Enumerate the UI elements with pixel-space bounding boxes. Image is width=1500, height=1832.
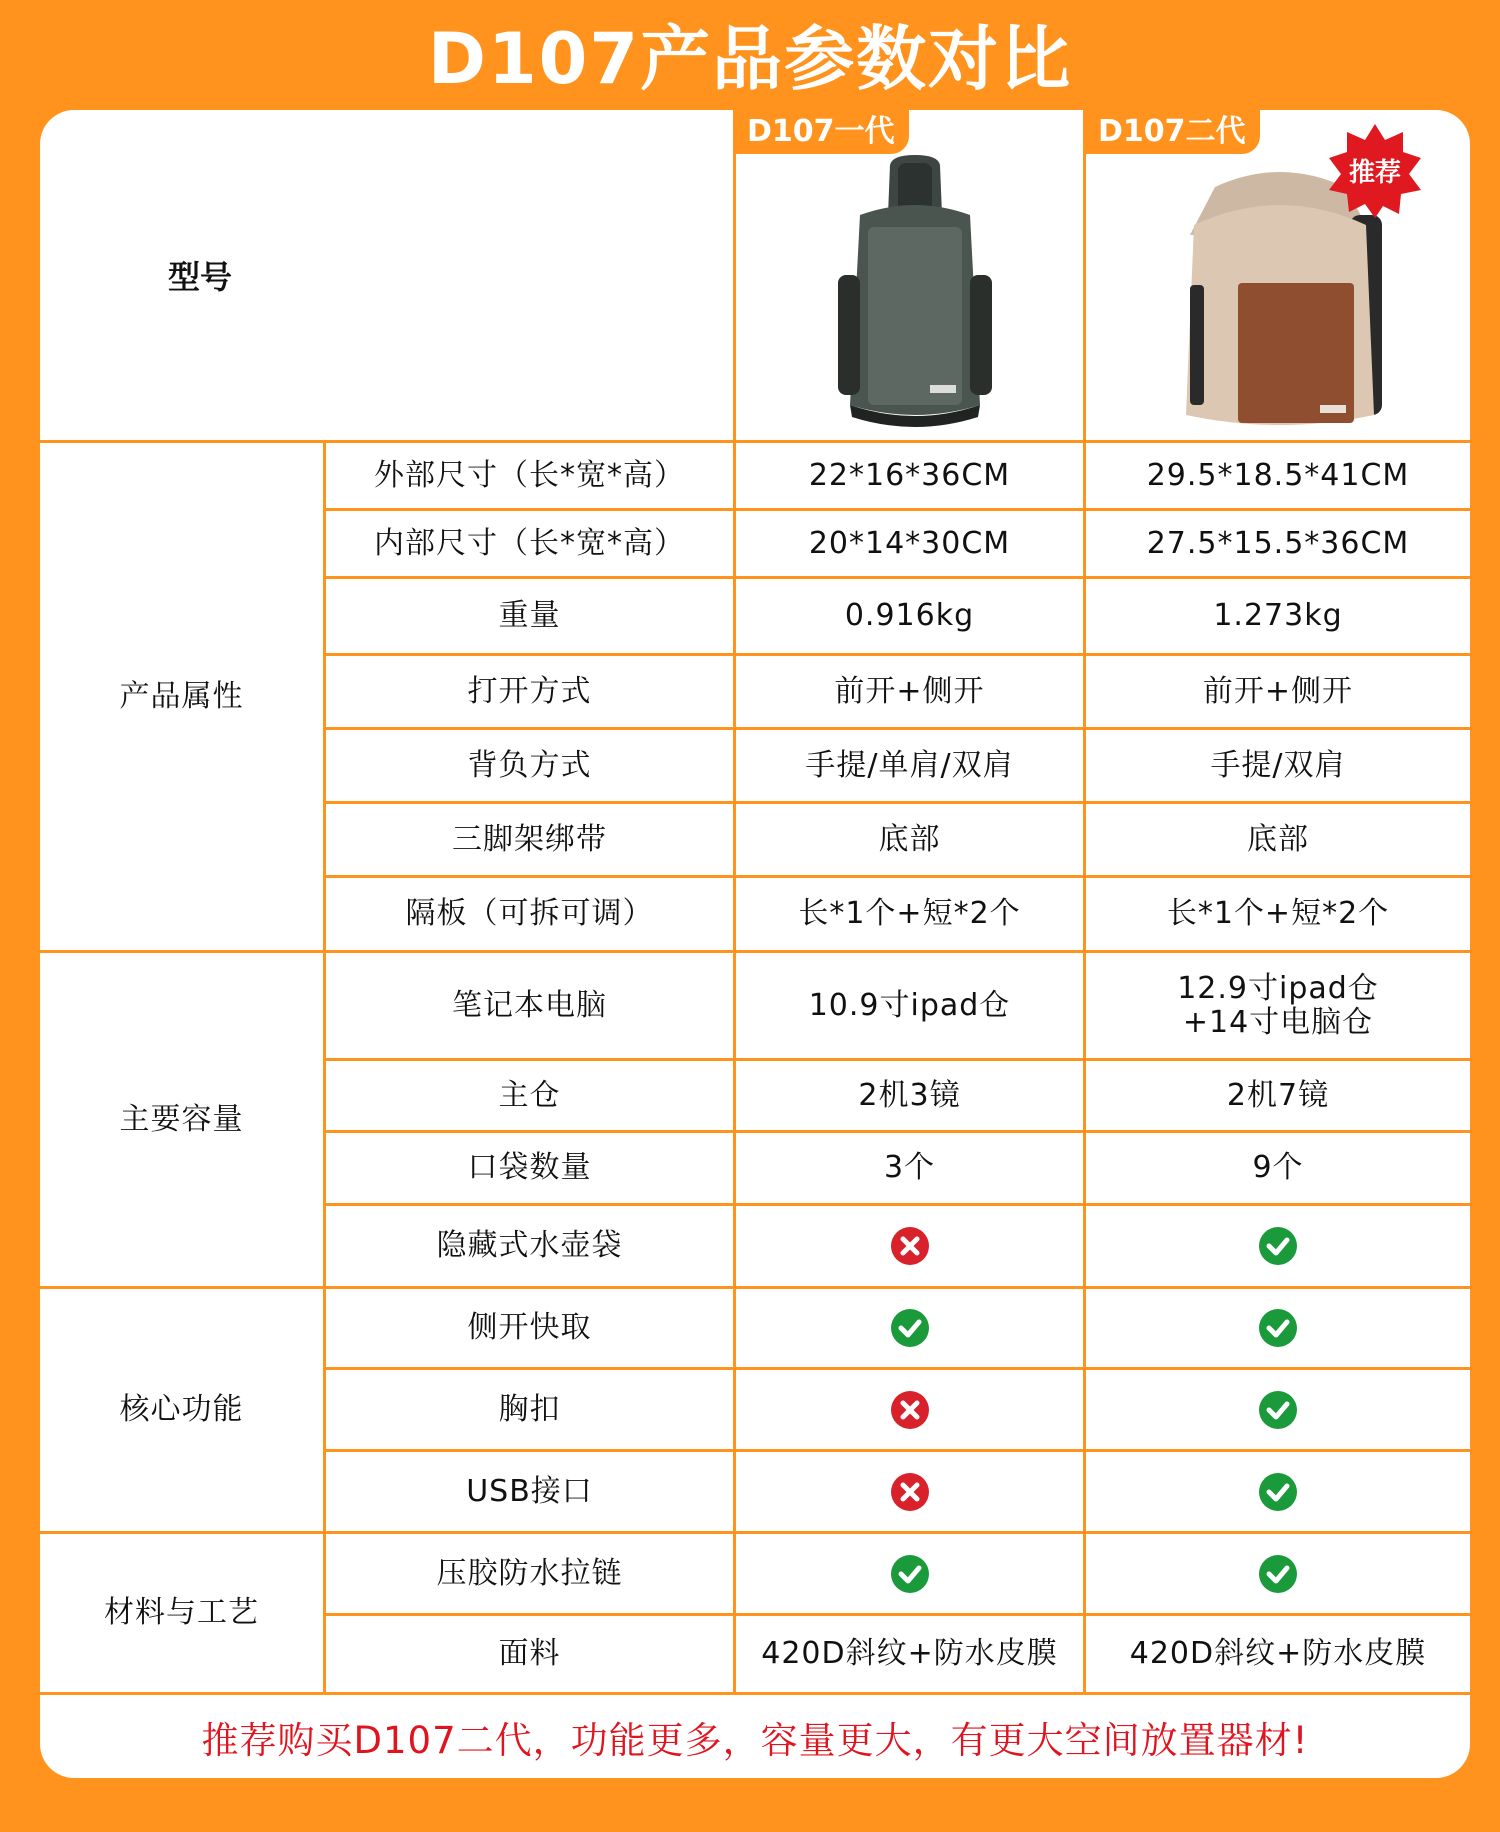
product-1-value: 2机3镜: [858, 1077, 961, 1113]
row-label: 主仓: [498, 1077, 561, 1113]
row-label: 压胶防水拉链: [436, 1555, 623, 1591]
category-main-capacity: 主要容量: [119, 1101, 244, 1137]
product-1-value: 10.9寸ipad仓: [808, 987, 1011, 1023]
product-2-value: [1086, 1370, 1470, 1449]
product-1-value: [736, 1289, 1083, 1367]
product-1-value: 22*16*36CM: [808, 457, 1011, 493]
category-core-functions: 核心功能: [119, 1392, 244, 1427]
category-materials: 材料与工艺: [104, 1595, 259, 1630]
product-1-value: 手提/单肩/双肩: [805, 747, 1014, 783]
page-title: D107产品参数对比: [427, 18, 1073, 100]
row-label: 打开方式: [467, 673, 592, 709]
check-icon: [891, 1555, 929, 1593]
row-label: 外部尺寸（长*宽*高）: [374, 457, 685, 493]
cross-icon: [891, 1227, 929, 1265]
product-2-value: 手提/双肩: [1210, 747, 1346, 783]
check-icon: [891, 1309, 929, 1347]
product-1-name: D107一代: [733, 110, 909, 154]
check-icon: [1259, 1555, 1297, 1593]
product-2-value: 29.5*18.5*41CM: [1146, 457, 1410, 493]
product-2-name: D107二代: [1084, 110, 1260, 154]
check-icon: [1259, 1227, 1297, 1265]
recommendation-footer: 推荐购买D107二代，功能更多，容量更大，有更大空间放置器材!: [201, 1718, 1309, 1762]
row-label: 重量: [498, 598, 561, 633]
product-2-value: [1086, 1534, 1470, 1613]
category-product-attributes: 产品属性: [119, 678, 244, 714]
model-label: 型号: [167, 258, 232, 296]
row-label: 笔记本电脑: [452, 987, 607, 1023]
product-2-value-line-1: 12.9寸ipad仓: [1177, 970, 1379, 1006]
product-2-value: 前开+侧开: [1202, 673, 1354, 709]
product-2-value: [1086, 1452, 1470, 1531]
comparison-table: [40, 110, 1470, 1778]
product-2-value: 420D斜纹+防水皮膜: [1129, 1636, 1427, 1671]
row-label: 隐藏式水壶袋: [436, 1228, 623, 1263]
product-1-value: 3个: [883, 1150, 936, 1185]
product-1-value: 长*1个+短*2个: [798, 896, 1021, 931]
cross-icon: [891, 1473, 929, 1511]
product-1-value: [736, 1452, 1083, 1531]
row-label: 背负方式: [467, 747, 592, 783]
gray-sling-backpack-image: [830, 155, 1000, 435]
product-2-value: 27.5*15.5*36CM: [1146, 525, 1410, 561]
product-1-value: 420D斜纹+防水皮膜: [761, 1636, 1058, 1671]
row-label: 三脚架绑带: [452, 821, 607, 857]
row-label: 胸扣: [498, 1391, 561, 1427]
check-icon: [1259, 1473, 1297, 1511]
product-2-value: 长*1个+短*2个: [1166, 896, 1390, 931]
product-2-value: [1086, 1289, 1470, 1367]
product-1-value: 底部: [878, 821, 941, 857]
check-icon: [1259, 1309, 1297, 1347]
product-2-value: 1.273kg: [1213, 598, 1343, 633]
product-1-value: 前开+侧开: [834, 673, 985, 709]
product-2-value: 2机7镜: [1226, 1077, 1330, 1113]
recommend-badge-label: 推荐: [1348, 158, 1401, 188]
check-icon: [1259, 1391, 1297, 1429]
product-2-value: [1086, 1206, 1470, 1286]
product-1-value: [736, 1206, 1083, 1286]
product-2-value-line-2: +14寸电脑仓: [1182, 1004, 1374, 1040]
row-label: 隔板（可拆可调）: [405, 896, 654, 931]
product-2-value: 底部: [1247, 821, 1309, 857]
row-label: 面料: [498, 1636, 561, 1671]
row-label: 内部尺寸（长*宽*高）: [374, 525, 685, 561]
product-1-value: 0.916kg: [844, 598, 975, 633]
product-1-value: 20*14*30CM: [808, 525, 1011, 561]
product-1-value: [736, 1534, 1083, 1613]
product-2-value: [1086, 953, 1470, 1058]
cross-icon: [891, 1391, 929, 1429]
row-label: 口袋数量: [467, 1150, 592, 1185]
product-1-value: [736, 1370, 1083, 1449]
row-label: 侧开快取: [467, 1310, 592, 1345]
row-label: USB接口: [466, 1473, 593, 1509]
product-2-value: 9个: [1252, 1150, 1304, 1185]
